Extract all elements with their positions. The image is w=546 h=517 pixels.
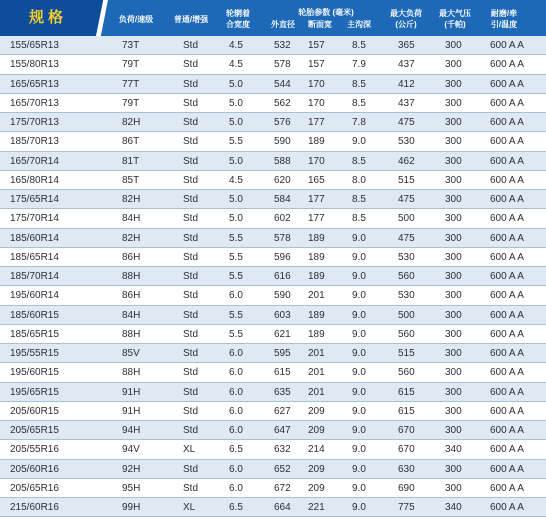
cell-type: Std: [183, 290, 199, 302]
cell-section-width: 177: [308, 213, 325, 225]
cell-rim-width: 6.5: [229, 444, 243, 456]
cell-outer-diameter: 664: [274, 502, 291, 513]
cell-size: 205/60R16: [10, 463, 59, 475]
cell-type: Std: [183, 405, 199, 417]
cell-type: Std: [183, 97, 199, 109]
cell-max-load: 530: [398, 251, 415, 263]
cell-rating: 600 A A: [490, 463, 524, 475]
cell-rim-width: 5.0: [229, 117, 243, 128]
cell-outer-diameter: 652: [274, 463, 291, 475]
cell-size: 175/70R14: [10, 213, 59, 225]
cell-section-width: 189: [308, 136, 325, 148]
cell-tread-depth: 9.0: [352, 309, 366, 321]
cell-section-width: 170: [308, 78, 325, 90]
cell-max-pressure: 300: [445, 482, 462, 494]
cell-max-pressure: 300: [445, 59, 462, 71]
cell-size: 185/70R14: [10, 271, 59, 282]
cell-size: 165/65R13: [10, 78, 59, 90]
cell-tread-depth: 8.5: [352, 155, 366, 167]
header-rim-line-2: 合宽度: [226, 20, 250, 29]
cell-rating: 600 A A: [490, 271, 524, 282]
cell-section-width: 170: [308, 155, 325, 167]
cell-type: Std: [183, 213, 199, 225]
cell-rating: 600 A A: [490, 386, 524, 398]
cell-outer-diameter: 672: [274, 482, 291, 494]
table-row: [0, 132, 546, 151]
cell-rim-width: 5.5: [229, 271, 243, 282]
cell-section-width: 209: [308, 463, 325, 475]
table-row: [0, 55, 546, 74]
cell-max-pressure: 300: [445, 328, 462, 340]
cell-max-pressure: 300: [445, 117, 462, 128]
cell-max-load: 615: [398, 405, 415, 417]
cell-rim-width: 4.5: [229, 40, 243, 51]
cell-tread-depth: 9.0: [352, 348, 366, 359]
cell-load-speed: 86T: [122, 136, 140, 148]
cell-load-speed: 82H: [122, 232, 141, 244]
cell-outer-diameter: 620: [274, 174, 291, 186]
cell-rim-width: 5.5: [229, 309, 243, 321]
cell-max-pressure: 300: [445, 155, 462, 167]
cell-rim-width: 6.0: [229, 405, 243, 417]
cell-rim-width: 5.0: [229, 155, 243, 167]
cell-max-load: 475: [398, 117, 415, 128]
header-tread-depth: 主沟深: [347, 20, 371, 29]
cell-outer-diameter: 576: [274, 117, 291, 128]
cell-tread-depth: 8.5: [352, 78, 366, 90]
cell-size: 215/60R16: [10, 502, 59, 513]
cell-rim-width: 4.5: [229, 174, 243, 186]
cell-load-speed: 85V: [122, 348, 140, 359]
cell-type: Std: [183, 367, 199, 379]
cell-section-width: 209: [308, 405, 325, 417]
cell-max-pressure: 300: [445, 348, 462, 359]
cell-max-load: 500: [398, 213, 415, 225]
cell-rating: 600 A A: [490, 78, 524, 90]
cell-tread-depth: 8.5: [352, 213, 366, 225]
cell-outer-diameter: 615: [274, 367, 291, 379]
cell-max-pressure: 300: [445, 174, 462, 186]
header-rim-line-1: 轮辋着: [226, 9, 250, 18]
cell-type: Std: [183, 155, 199, 167]
cell-max-pressure: 300: [445, 386, 462, 398]
cell-tread-depth: 8.0: [352, 174, 366, 186]
cell-rim-width: 5.5: [229, 328, 243, 340]
cell-size: 185/65R15: [10, 328, 59, 340]
cell-load-speed: 81T: [122, 155, 140, 167]
cell-tread-depth: 9.0: [352, 425, 366, 436]
cell-max-load: 615: [398, 386, 415, 398]
cell-load-speed: 79T: [122, 59, 140, 71]
cell-load-speed: 77T: [122, 78, 140, 90]
header-max-load-line-1: 最大负荷: [390, 9, 422, 18]
cell-max-pressure: 300: [445, 232, 462, 244]
cell-size: 195/55R15: [10, 348, 59, 359]
cell-section-width: 221: [308, 502, 325, 513]
cell-load-speed: 82H: [122, 194, 141, 205]
cell-load-speed: 82H: [122, 117, 141, 128]
cell-section-width: 209: [308, 425, 325, 436]
cell-max-pressure: 300: [445, 290, 462, 302]
table-row: [0, 363, 546, 382]
cell-outer-diameter: 532: [274, 40, 291, 51]
table-row: [0, 190, 546, 209]
cell-max-load: 475: [398, 194, 415, 205]
cell-rim-width: 6.0: [229, 463, 243, 475]
cell-size: 205/65R16: [10, 482, 59, 494]
cell-tread-depth: 9.0: [352, 328, 366, 340]
table-row: [0, 267, 546, 286]
cell-size: 155/80R13: [10, 59, 59, 71]
cell-max-pressure: 300: [445, 463, 462, 475]
table-row: [0, 229, 546, 248]
cell-outer-diameter: 590: [274, 136, 291, 148]
table-row: [0, 402, 546, 421]
cell-size: 175/65R14: [10, 194, 59, 205]
cell-load-speed: 85T: [122, 174, 140, 186]
cell-section-width: 201: [308, 367, 325, 379]
cell-max-load: 515: [398, 348, 415, 359]
cell-max-pressure: 300: [445, 213, 462, 225]
cell-type: Std: [183, 136, 199, 148]
cell-max-load: 560: [398, 271, 415, 282]
cell-load-speed: 99H: [122, 502, 141, 513]
cell-size: 195/60R15: [10, 367, 59, 379]
cell-tread-depth: 9.0: [352, 271, 366, 282]
cell-max-load: 530: [398, 136, 415, 148]
header-rating: [484, 8, 524, 30]
cell-outer-diameter: 616: [274, 271, 291, 282]
cell-rim-width: 5.5: [229, 232, 243, 244]
spec-table-body: [0, 36, 546, 517]
table-row: [0, 286, 546, 305]
cell-section-width: 214: [308, 444, 325, 456]
table-row: [0, 498, 546, 517]
cell-max-pressure: 300: [445, 271, 462, 282]
cell-rim-width: 6.0: [229, 348, 243, 359]
cell-type: Std: [183, 271, 199, 282]
cell-rating: 600 A A: [490, 290, 524, 302]
cell-size: 205/65R15: [10, 425, 59, 436]
cell-rating: 600 A A: [490, 117, 524, 128]
cell-max-pressure: 300: [445, 425, 462, 436]
cell-tread-depth: 9.0: [352, 444, 366, 456]
cell-max-pressure: 300: [445, 78, 462, 90]
cell-max-pressure: 340: [445, 502, 462, 513]
table-row: [0, 306, 546, 325]
cell-tread-depth: 9.0: [352, 251, 366, 263]
cell-type: Std: [183, 78, 199, 90]
cell-max-load: 690: [398, 482, 415, 494]
cell-section-width: 157: [308, 59, 325, 71]
cell-size: 205/60R15: [10, 405, 59, 417]
cell-max-load: 412: [398, 78, 415, 90]
header-rating-line-1: 耐磨/牵: [490, 9, 518, 18]
table-row: [0, 325, 546, 344]
cell-rating: 600 A A: [490, 174, 524, 186]
cell-rating: 600 A A: [490, 482, 524, 494]
cell-max-pressure: 300: [445, 136, 462, 148]
cell-section-width: 201: [308, 386, 325, 398]
cell-type: Std: [183, 40, 199, 51]
header-section-width: 断面宽: [308, 20, 332, 29]
cell-type: Std: [183, 463, 199, 475]
cell-size: 185/60R15: [10, 309, 59, 321]
cell-section-width: 201: [308, 290, 325, 302]
cell-max-pressure: 300: [445, 367, 462, 379]
cell-outer-diameter: 627: [274, 405, 291, 417]
cell-section-width: 189: [308, 251, 325, 263]
header-normal-reinforced: 普通/增强: [173, 15, 209, 24]
cell-rim-width: 6.0: [229, 425, 243, 436]
cell-size: 195/65R15: [10, 386, 59, 398]
cell-type: Std: [183, 194, 199, 205]
cell-load-speed: 91H: [122, 386, 141, 398]
cell-rating: 600 A A: [490, 40, 524, 51]
cell-load-speed: 84H: [122, 213, 141, 225]
cell-rim-width: 5.5: [229, 136, 243, 148]
page-title: 规格: [28, 9, 67, 26]
cell-type: Std: [183, 309, 199, 321]
header-rim-width: [220, 8, 256, 30]
cell-max-load: 515: [398, 174, 415, 186]
cell-rim-width: 6.5: [229, 502, 243, 513]
cell-load-speed: 91H: [122, 405, 141, 417]
cell-type: Std: [183, 425, 199, 436]
cell-rim-width: 5.0: [229, 194, 243, 205]
cell-outer-diameter: 562: [274, 97, 291, 109]
cell-tread-depth: 9.0: [352, 136, 366, 148]
cell-max-pressure: 300: [445, 194, 462, 205]
table-row: [0, 75, 546, 94]
cell-rating: 600 A A: [490, 232, 524, 244]
cell-max-load: 630: [398, 463, 415, 475]
cell-outer-diameter: 647: [274, 425, 291, 436]
cell-rating: 600 A A: [490, 213, 524, 225]
header-rating-line-2: 引/温度: [490, 20, 518, 29]
cell-section-width: 165: [308, 174, 325, 186]
cell-max-load: 437: [398, 97, 415, 109]
cell-type: Std: [183, 174, 199, 186]
table-row: [0, 209, 546, 228]
cell-outer-diameter: 578: [274, 59, 291, 71]
cell-rating: 600 A A: [490, 97, 524, 109]
cell-max-load: 462: [398, 155, 415, 167]
cell-tread-depth: 9.0: [352, 386, 366, 398]
cell-rating: 600 A A: [490, 136, 524, 148]
cell-type: Std: [183, 328, 199, 340]
table-row: [0, 383, 546, 402]
cell-outer-diameter: 584: [274, 194, 291, 205]
table-row: [0, 152, 546, 171]
table-row: [0, 344, 546, 363]
table-row: [0, 440, 546, 459]
header-max-pressure-line-2: (千帕): [444, 20, 466, 29]
cell-type: Std: [183, 59, 199, 71]
cell-outer-diameter: 578: [274, 232, 291, 244]
cell-tread-depth: 9.0: [352, 232, 366, 244]
cell-section-width: 177: [308, 117, 325, 128]
cell-max-load: 437: [398, 59, 415, 71]
cell-max-load: 530: [398, 290, 415, 302]
cell-max-load: 365: [398, 40, 415, 51]
cell-rim-width: 6.0: [229, 367, 243, 379]
cell-load-speed: 94H: [122, 425, 141, 436]
table-row: [0, 421, 546, 440]
header-outer-diameter: 外直径: [271, 20, 295, 29]
cell-outer-diameter: 602: [274, 213, 291, 225]
cell-max-pressure: 300: [445, 309, 462, 321]
header-max-pressure: [435, 8, 475, 30]
cell-tread-depth: 9.0: [352, 290, 366, 302]
cell-outer-diameter: 544: [274, 78, 291, 90]
table-row: [0, 479, 546, 498]
cell-load-speed: 73T: [122, 40, 140, 51]
cell-load-speed: 86H: [122, 251, 141, 263]
cell-rating: 600 A A: [490, 425, 524, 436]
cell-section-width: 201: [308, 348, 325, 359]
cell-rim-width: 6.0: [229, 386, 243, 398]
cell-rating: 600 A A: [490, 367, 524, 379]
cell-max-load: 775: [398, 502, 415, 513]
cell-rim-width: 6.0: [229, 290, 243, 302]
cell-rim-width: 5.5: [229, 251, 243, 263]
cell-size: 155/65R13: [10, 40, 59, 51]
cell-rim-width: 5.0: [229, 213, 243, 225]
cell-type: Std: [183, 251, 199, 263]
cell-type: Std: [183, 117, 199, 128]
cell-outer-diameter: 590: [274, 290, 291, 302]
cell-tread-depth: 7.8: [352, 117, 366, 128]
cell-tread-depth: 9.0: [352, 367, 366, 379]
cell-rating: 600 A A: [490, 328, 524, 340]
cell-type: Std: [183, 348, 199, 359]
table-row: [0, 248, 546, 267]
cell-section-width: 189: [308, 271, 325, 282]
cell-section-width: 170: [308, 97, 325, 109]
cell-tread-depth: 9.0: [352, 482, 366, 494]
cell-rim-width: 6.0: [229, 482, 243, 494]
cell-type: XL: [183, 444, 196, 456]
cell-load-speed: 86H: [122, 290, 141, 302]
cell-outer-diameter: 632: [274, 444, 291, 456]
cell-load-speed: 92H: [122, 463, 141, 475]
cell-section-width: 189: [308, 309, 325, 321]
cell-max-pressure: 300: [445, 251, 462, 263]
cell-size: 205/55R16: [10, 444, 59, 456]
cell-rating: 600 A A: [490, 348, 524, 359]
cell-section-width: 189: [308, 232, 325, 244]
cell-tread-depth: 7.9: [352, 59, 366, 71]
header-load-speed: 负荷/速级: [118, 15, 154, 24]
cell-type: Std: [183, 386, 199, 398]
cell-tread-depth: 9.0: [352, 502, 366, 513]
cell-rim-width: 5.0: [229, 97, 243, 109]
table-row: [0, 113, 546, 132]
cell-rating: 600 A A: [490, 155, 524, 167]
cell-size: 185/65R14: [10, 251, 59, 263]
cell-rim-width: 4.5: [229, 59, 243, 71]
cell-section-width: 189: [308, 328, 325, 340]
cell-max-pressure: 340: [445, 444, 462, 456]
cell-max-pressure: 300: [445, 405, 462, 417]
header-tire-params: 轮胎参数 (毫米): [298, 8, 354, 17]
cell-type: Std: [183, 232, 199, 244]
table-row: [0, 36, 546, 55]
cell-max-load: 500: [398, 309, 415, 321]
cell-size: 195/60R14: [10, 290, 59, 302]
header-max-load-line-2: (公斤): [395, 20, 417, 29]
cell-load-speed: 84H: [122, 309, 141, 321]
cell-rim-width: 5.0: [229, 78, 243, 90]
cell-outer-diameter: 596: [274, 251, 291, 263]
cell-rating: 600 A A: [490, 194, 524, 205]
cell-section-width: 209: [308, 482, 325, 494]
cell-outer-diameter: 635: [274, 386, 291, 398]
cell-rating: 600 A A: [490, 309, 524, 321]
header-max-load: [386, 8, 426, 30]
cell-load-speed: 95H: [122, 482, 141, 494]
cell-max-load: 670: [398, 444, 415, 456]
cell-tread-depth: 9.0: [352, 405, 366, 417]
cell-load-speed: 88H: [122, 328, 141, 340]
cell-load-speed: 88H: [122, 271, 141, 282]
cell-size: 185/70R13: [10, 136, 59, 148]
cell-tread-depth: 9.0: [352, 463, 366, 475]
table-row: [0, 171, 546, 190]
cell-rating: 600 A A: [490, 444, 524, 456]
cell-rating: 600 A A: [490, 59, 524, 71]
cell-size: 165/80R14: [10, 174, 59, 186]
cell-section-width: 177: [308, 194, 325, 205]
cell-max-load: 475: [398, 232, 415, 244]
cell-max-load: 670: [398, 425, 415, 436]
cell-max-pressure: 300: [445, 40, 462, 51]
cell-max-pressure: 300: [445, 97, 462, 109]
cell-load-speed: 94V: [122, 444, 140, 456]
cell-outer-diameter: 595: [274, 348, 291, 359]
cell-outer-diameter: 603: [274, 309, 291, 321]
header-max-pressure-line-1: 最大气压: [439, 9, 471, 18]
cell-max-load: 560: [398, 367, 415, 379]
cell-outer-diameter: 621: [274, 328, 291, 340]
cell-size: 175/70R13: [10, 117, 59, 128]
cell-outer-diameter: 588: [274, 155, 291, 167]
cell-max-load: 560: [398, 328, 415, 340]
cell-rating: 600 A A: [490, 502, 524, 513]
cell-type: XL: [183, 502, 196, 513]
cell-type: Std: [183, 482, 199, 494]
table-row: [0, 94, 546, 113]
cell-section-width: 157: [308, 40, 325, 51]
table-row: [0, 460, 546, 479]
cell-rating: 600 A A: [490, 405, 524, 417]
cell-load-speed: 88H: [122, 367, 141, 379]
cell-load-speed: 79T: [122, 97, 140, 109]
cell-tread-depth: 8.5: [352, 97, 366, 109]
cell-size: 165/70R14: [10, 155, 59, 167]
cell-size: 165/70R13: [10, 97, 59, 109]
cell-rating: 600 A A: [490, 251, 524, 263]
cell-tread-depth: 8.5: [352, 40, 366, 51]
cell-size: 185/60R14: [10, 232, 59, 244]
table-header: [0, 0, 546, 36]
cell-tread-depth: 8.5: [352, 194, 366, 205]
